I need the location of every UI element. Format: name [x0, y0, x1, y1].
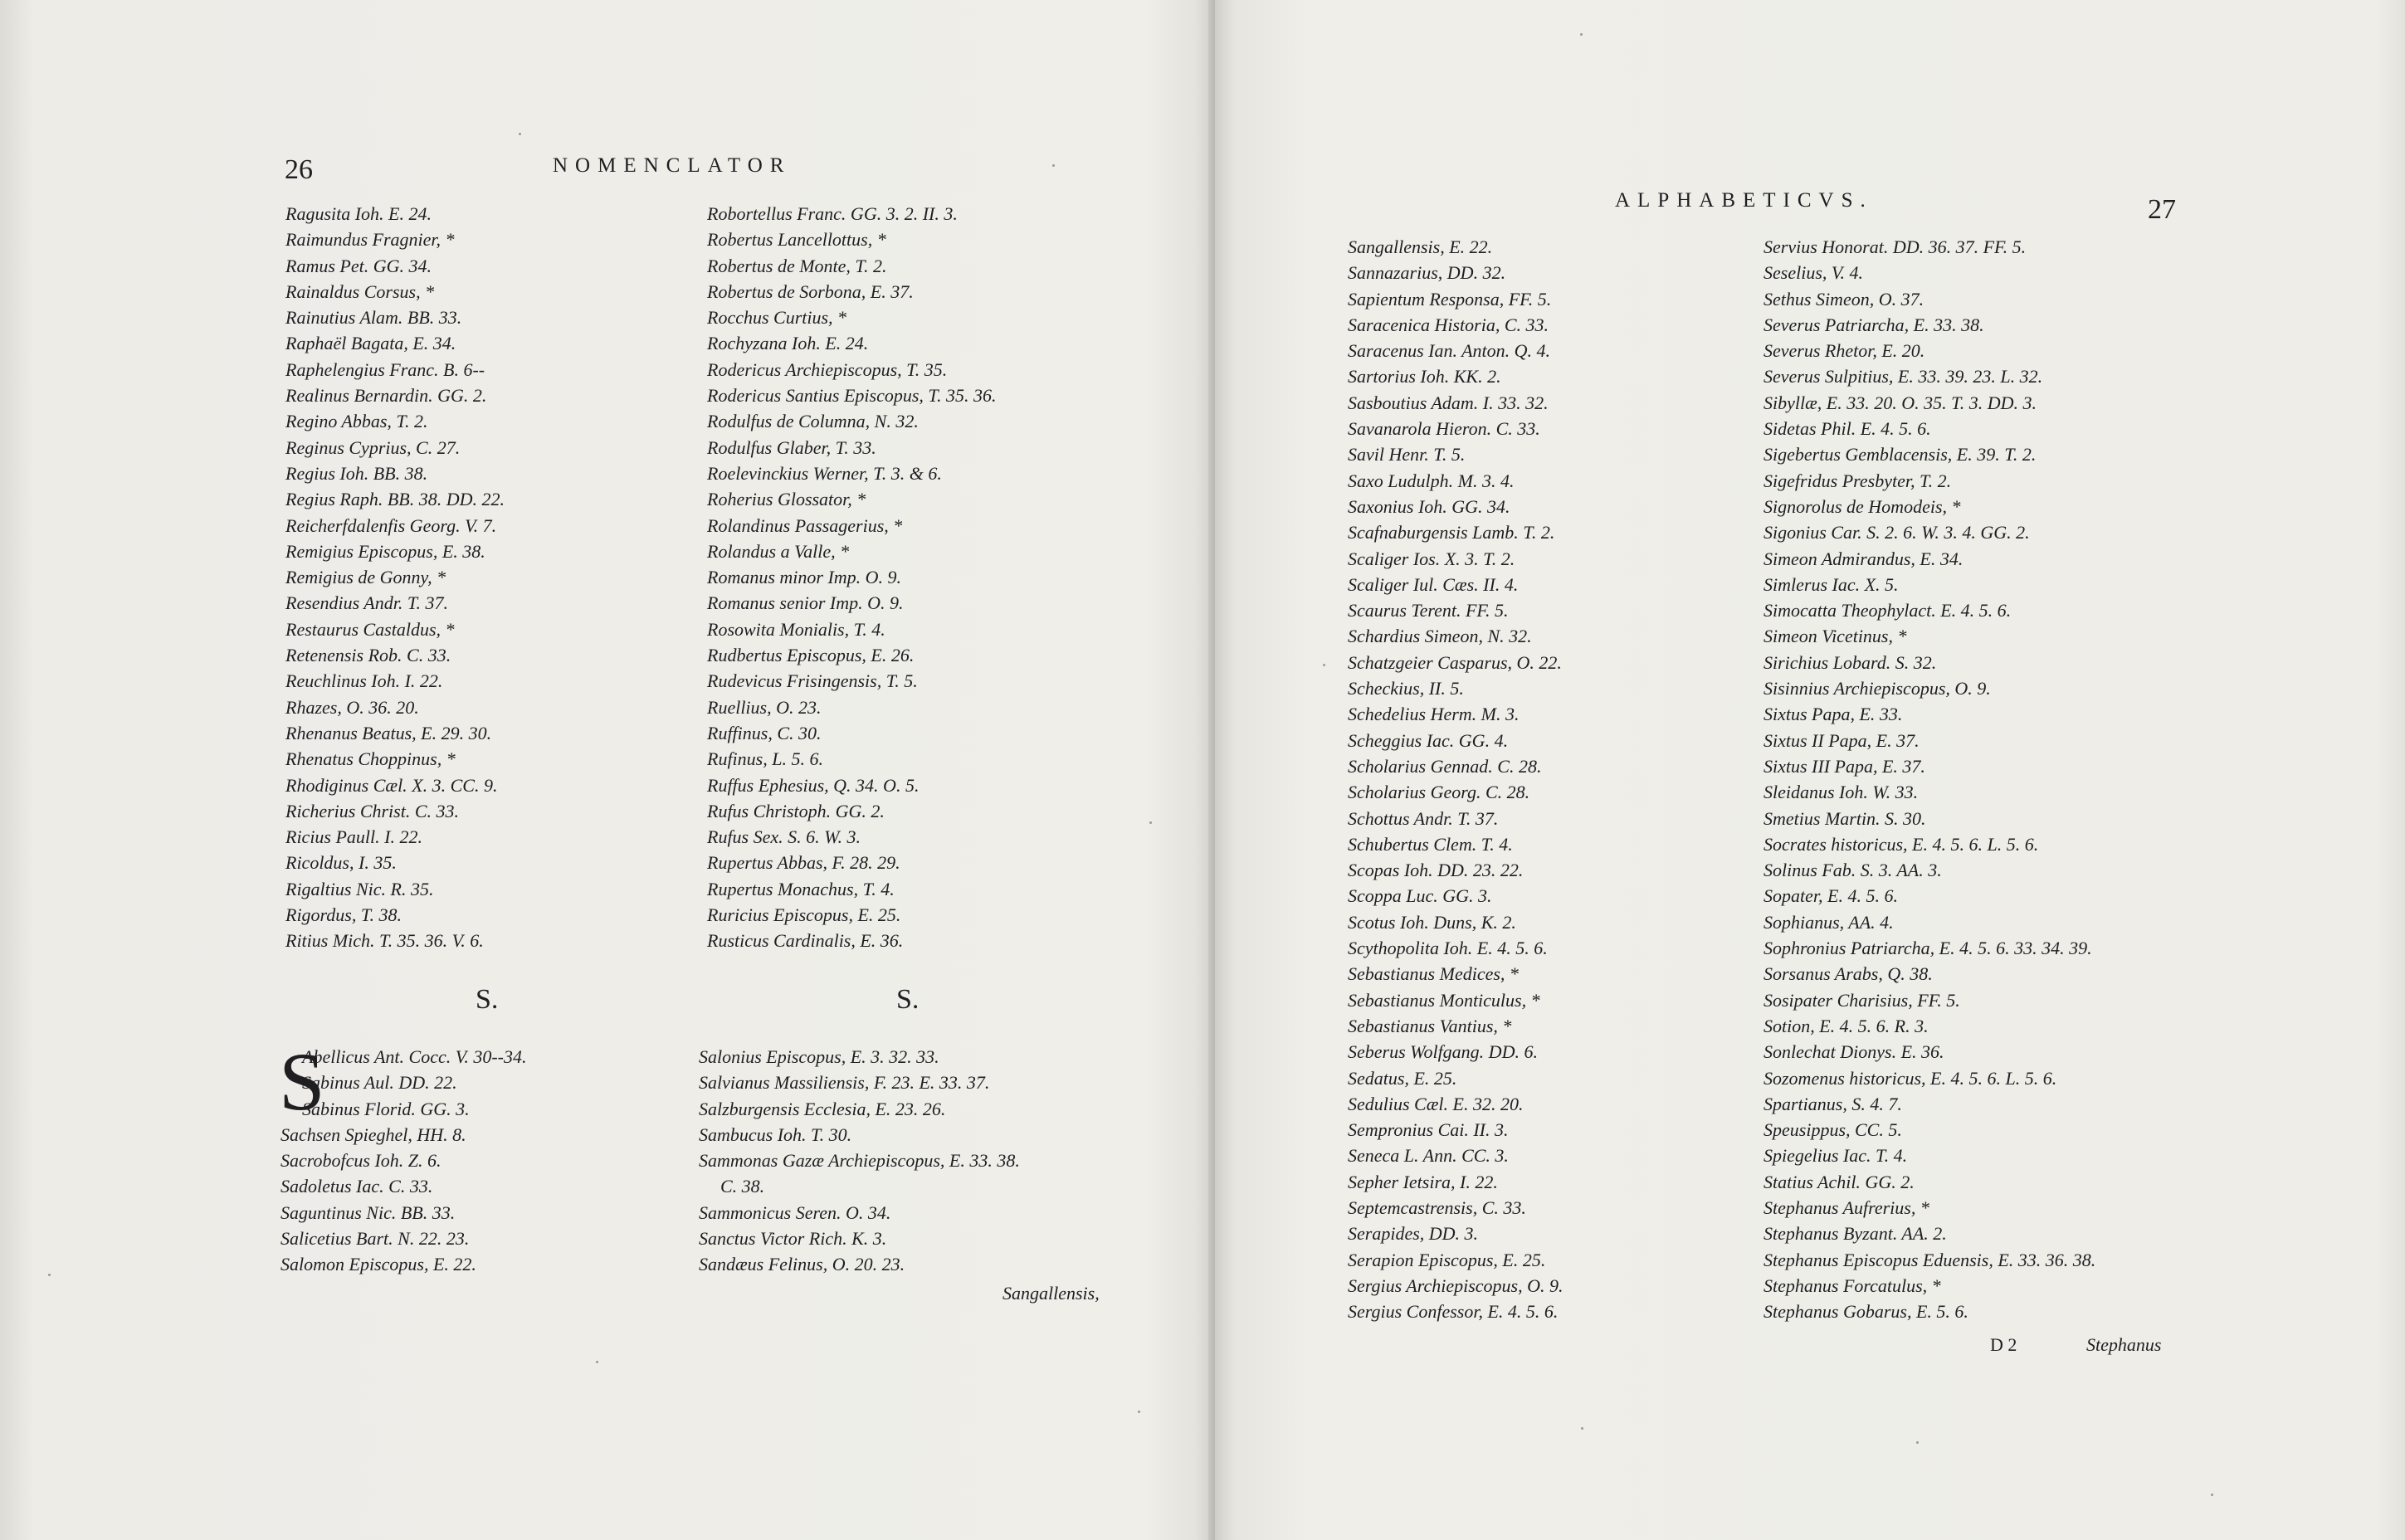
paper-speck: [1323, 664, 1325, 666]
index-entry: Stephanus Gobarus, E. 5. 6.: [1764, 1301, 1968, 1323]
index-entry: Simeon Admirandus, E. 34.: [1764, 548, 1964, 569]
index-entry: Salicetius Bart. N. 22. 23.: [281, 1228, 470, 1250]
index-entry: Sixtus III Papa, E. 37.: [1764, 755, 1925, 777]
right-column-1: [1348, 234, 1563, 1324]
index-entry: Rufinus, L. 5. 6.: [707, 748, 823, 770]
index-entry: Rainaldus Corsus, *: [285, 280, 435, 302]
index-entry: Salvianus Massiliensis, F. 23. E. 33. 37.: [699, 1072, 990, 1094]
index-entry: Sabinus Florid. GG. 3.: [302, 1098, 470, 1119]
index-entry: Scotus Ioh. Duns, K. 2.: [1348, 911, 1516, 933]
index-entry: Saracenus Ian. Anton. Q. 4.: [1348, 340, 1551, 362]
index-entry: Schottus Andr. T. 37.: [1348, 807, 1499, 829]
index-entry: Spiegelius Iac. T. 4.: [1764, 1145, 1908, 1167]
index-entry: Rupertus Monachus, T. 4.: [707, 878, 895, 899]
index-entry: Rhenatus Choppinus, *: [285, 748, 456, 770]
index-entry: Roherius Glossator, *: [707, 489, 866, 510]
index-entry: Sigefridus Presbyter, T. 2.: [1764, 470, 1952, 491]
index-entry: Stephanus Episcopus Eduensis, E. 33. 36. 38.: [1764, 1249, 2096, 1270]
left-catchword: Sangallensis,: [1002, 1283, 1100, 1304]
index-entry: Savil Henr. T. 5.: [1348, 444, 1466, 465]
index-entry: Seselius, V. 4.: [1764, 262, 1863, 284]
index-entry: Rupertus Abbas, F. 28. 29.: [707, 852, 900, 874]
index-entry: Scheggius Iac. GG. 4.: [1348, 729, 1509, 751]
index-entry: Rigaltius Nic. R. 35.: [285, 878, 434, 899]
section-letter-s-right: S.: [896, 984, 920, 1015]
index-entry: Saguntinus Nic. BB. 33.: [281, 1201, 456, 1223]
index-entry: Rigordus, T. 38.: [285, 904, 402, 926]
index-entry: Rolandinus Passagerius, *: [707, 514, 903, 536]
index-entry: Serapides, DD. 3.: [1348, 1223, 1479, 1245]
right-column-2: [1764, 234, 2095, 1324]
index-entry: C. 38.: [720, 1176, 765, 1197]
index-entry: Stephanus Forcatulus, *: [1764, 1274, 1941, 1296]
index-entry: Sannazarius, DD. 32.: [1348, 262, 1506, 284]
index-entry: Servius Honorat. DD. 36. 37. FF. 5.: [1764, 236, 2027, 257]
index-entry: Sangallensis, E. 22.: [1348, 236, 1493, 257]
index-entry: Rodulfus de Columna, N. 32.: [707, 411, 919, 432]
index-entry: Schedelius Herm. M. 3.: [1348, 704, 1520, 725]
index-entry: Salomon Episcopus, E. 22.: [281, 1254, 476, 1275]
index-entry: Sozomenus historicus, E. 4. 5. 6. L. 5. 6.: [1764, 1067, 2057, 1089]
index-entry: Rhazes, O. 36. 20.: [285, 696, 419, 718]
index-entry: Scaliger Ios. X. 3. T. 2.: [1348, 548, 1515, 569]
index-entry: Saxo Ludulph. M. 3. 4.: [1348, 470, 1515, 491]
index-entry: Schardius Simeon, N. 32.: [1348, 626, 1532, 647]
index-entry: Ricoldus, I. 35.: [285, 852, 397, 874]
index-entry: Stephanus Byzant. AA. 2.: [1764, 1223, 1947, 1245]
index-entry: Sisinnius Archiepiscopus, O. 9.: [1764, 678, 1991, 699]
left-column-2-s: [699, 1044, 1020, 1278]
index-entry: Septemcastrensis, C. 33.: [1348, 1196, 1526, 1218]
index-entry: Reuchlinus Ioh. I. 22.: [285, 670, 443, 692]
left-column-2: [707, 201, 997, 954]
index-entry: Sandæus Felinus, O. 20. 23.: [699, 1254, 905, 1275]
index-entry: Sepher Ietsira, I. 22.: [1348, 1171, 1498, 1192]
index-entry: Sebastianus Monticulus, *: [1348, 989, 1540, 1011]
right-catchword: Stephanus: [2086, 1334, 2162, 1355]
index-entry: Sotion, E. 4. 5. 6. R. 3.: [1764, 1015, 1929, 1036]
index-entry: Raphelengius Franc. B. 6--: [285, 358, 485, 380]
index-entry: Regino Abbas, T. 2.: [285, 411, 428, 432]
index-entry: Sixtus II Papa, E. 37.: [1764, 729, 1920, 751]
index-entry: Rodericus Archiepiscopus, T. 35.: [707, 358, 948, 380]
index-entry: Sopater, E. 4. 5. 6.: [1764, 885, 1898, 907]
index-entry: Sophronius Patriarcha, E. 4. 5. 6. 33. 34. 39.: [1764, 938, 2092, 959]
paper-speck: [519, 133, 521, 135]
index-entry: Remigius Episcopus, E. 38.: [285, 540, 485, 562]
index-entry: Robertus de Monte, T. 2.: [707, 255, 887, 276]
index-entry: Scaliger Iul. Cæs. II. 4.: [1348, 573, 1519, 595]
left-folio: 26: [285, 154, 313, 185]
index-entry: Salonius Episcopus, E. 3. 32. 33.: [699, 1046, 939, 1067]
index-entry: Sachsen Spieghel, HH. 8.: [281, 1123, 466, 1145]
right-page: [1215, 0, 2405, 1540]
index-entry: Sethus Simeon, O. 37.: [1764, 288, 1924, 309]
index-entry: Sadoletus Iac. C. 33.: [281, 1176, 433, 1197]
index-entry: Sabinus Aul. DD. 22.: [302, 1072, 457, 1094]
index-entry: Scaurus Terent. FF. 5.: [1348, 600, 1509, 621]
index-entry: Rusticus Cardinalis, E. 36.: [707, 930, 904, 952]
index-entry: Sophianus, AA. 4.: [1764, 911, 1894, 933]
index-entry: Scholarius Gennad. C. 28.: [1348, 755, 1542, 777]
right-folio: 27: [2148, 194, 2176, 225]
index-entry: Rolandus a Valle, *: [707, 540, 850, 562]
index-entry: Romanus senior Imp. O. 9.: [707, 592, 904, 614]
index-entry: Rocchus Curtius, *: [707, 307, 847, 329]
index-entry: Seneca L. Ann. CC. 3.: [1348, 1145, 1509, 1167]
index-entry: Remigius de Gonny, *: [285, 567, 446, 588]
paper-speck: [1580, 33, 1583, 36]
left-column-1-s: [279, 1036, 527, 1278]
index-entry: Scopas Ioh. DD. 23. 22.: [1348, 860, 1524, 881]
section-letter-s-left: S.: [476, 984, 499, 1015]
index-entry: Resendius Andr. T. 37.: [285, 592, 448, 614]
index-entry: Sammonas Gazæ Archiepiscopus, E. 33. 38.: [699, 1150, 1020, 1172]
index-entry: Stephanus Aufrerius, *: [1764, 1196, 1929, 1218]
index-entry: Savanarola Hieron. C. 33.: [1348, 418, 1540, 440]
index-entry: Socrates historicus, E. 4. 5. 6. L. 5. 6.: [1764, 833, 2039, 855]
index-entry: Rochyzana Ioh. E. 24.: [707, 333, 869, 354]
index-entry: Rodericus Santius Episcopus, T. 35. 36.: [707, 385, 997, 407]
paper-speck: [2211, 1494, 2213, 1496]
index-entry: Salzburgensis Ecclesia, E. 23. 26.: [699, 1098, 946, 1119]
index-entry: Schubertus Clem. T. 4.: [1348, 833, 1513, 855]
index-entry: Simocatta Theophylact. E. 4. 5. 6.: [1764, 600, 2012, 621]
index-entry: Sigebertus Gemblacensis, E. 39. T. 2.: [1764, 444, 2037, 465]
paper-speck: [48, 1274, 51, 1276]
index-entry: Sebastianus Medices, *: [1348, 963, 1519, 985]
index-entry: Sambucus Ioh. T. 30.: [699, 1123, 852, 1145]
right-running-head: ALPHABETICVS.: [1615, 189, 1873, 212]
index-entry: Ricius Paull. I. 22.: [285, 826, 422, 848]
index-entry: Statius Achil. GG. 2.: [1764, 1171, 1915, 1192]
index-entry: Sebastianus Vantius, *: [1348, 1015, 1512, 1036]
index-entry: Robertus de Sorbona, E. 37.: [707, 280, 914, 302]
left-column-1: [285, 201, 505, 954]
index-entry: Ruricius Episcopus, E. 25.: [707, 904, 901, 926]
index-entry: Ragusita Ioh. E. 24.: [285, 203, 432, 224]
index-entry: Solinus Fab. S. 3. AA. 3.: [1764, 860, 1942, 881]
index-entry: Romanus minor Imp. O. 9.: [707, 567, 902, 588]
index-entry: Raimundus Fragnier, *: [285, 229, 455, 251]
index-entry: Reginus Cyprius, C. 27.: [285, 436, 461, 458]
index-entry: Sixtus Papa, E. 33.: [1764, 704, 1903, 725]
index-entry: Severus Sulpitius, E. 33. 39. 23. L. 32.: [1764, 366, 2043, 387]
index-entry: Rosowita Monialis, T. 4.: [707, 618, 885, 640]
index-entry: Scholarius Georg. C. 28.: [1348, 782, 1530, 803]
index-entry: Sidetas Phil. E. 4. 5. 6.: [1764, 418, 1931, 440]
index-entry: Rufus Sex. S. 6. W. 3.: [707, 826, 861, 848]
index-entry: Sergius Confessor, E. 4. 5. 6.: [1348, 1301, 1559, 1323]
index-entry: Regius Raph. BB. 38. DD. 22.: [285, 489, 505, 510]
index-entry: Sacrobofcus Ioh. Z. 6.: [281, 1150, 441, 1172]
index-entry: Rhodiginus Cæl. X. 3. CC. 9.: [285, 774, 498, 796]
index-entry: Rudevicus Frisingensis, T. 5.: [707, 670, 918, 692]
index-entry: Schatzgeier Casparus, O. 22.: [1348, 651, 1562, 673]
index-entry: Ruffinus, C. 30.: [707, 722, 822, 743]
index-entry: Simlerus Iac. X. 5.: [1764, 573, 1899, 595]
index-entry: Severus Rhetor, E. 20.: [1764, 340, 1925, 362]
paper-speck: [1916, 1441, 1919, 1444]
index-entry: Ruffus Ephesius, Q. 34. O. 5.: [707, 774, 920, 796]
index-entry: Raphaël Bagata, E. 34.: [285, 333, 456, 354]
index-entry: Sempronius Cai. II. 3.: [1348, 1119, 1509, 1141]
index-entry: Simeon Vicetinus, *: [1764, 626, 1907, 647]
index-entry: Scythopolita Ioh. E. 4. 5. 6.: [1348, 938, 1548, 959]
index-entry: Seberus Wolfgang. DD. 6.: [1348, 1041, 1538, 1063]
index-entry: Serapion Episcopus, E. 25.: [1348, 1249, 1546, 1270]
index-entry: Roelevinckius Werner, T. 3. & 6.: [707, 462, 942, 484]
index-entry: Ruellius, O. 23.: [707, 696, 822, 718]
left-running-head: NOMENCLATOR: [553, 154, 792, 177]
index-entry: Sleidanus Ioh. W. 33.: [1764, 782, 1919, 803]
index-entry: Severus Patriarcha, E. 33. 38.: [1764, 314, 1984, 335]
index-entry: Restaurus Castaldus, *: [285, 618, 455, 640]
index-entry: Scheckius, II. 5.: [1348, 678, 1464, 699]
index-entry: Sartorius Ioh. KK. 2.: [1348, 366, 1501, 387]
index-entry: Retenensis Rob. C. 33.: [285, 645, 451, 666]
index-entry: Sirichius Lobard. S. 32.: [1764, 651, 1937, 673]
index-entry: Speusippus, CC. 5.: [1764, 1119, 1902, 1141]
index-entry: Sammonicus Seren. O. 34.: [699, 1201, 891, 1223]
index-entry: Richerius Christ. C. 33.: [285, 800, 460, 821]
index-entry: Robertus Lancellottus, *: [707, 229, 886, 251]
index-entry: Reicherfdalenfis Georg. V. 7.: [285, 514, 497, 536]
paper-speck: [1581, 1427, 1583, 1430]
index-entry: Sasboutius Adam. I. 33. 32.: [1348, 392, 1549, 413]
paper-speck: [596, 1361, 598, 1363]
index-entry: Saxonius Ioh. GG. 34.: [1348, 495, 1510, 517]
drop-cap-s: S: [279, 1036, 325, 1128]
index-entry: Scoppa Luc. GG. 3.: [1348, 885, 1492, 907]
index-entry: Rhenanus Beatus, E. 29. 30.: [285, 722, 492, 743]
index-entry: Sergius Archiepiscopus, O. 9.: [1348, 1274, 1563, 1296]
paper-speck: [1052, 164, 1055, 167]
index-entry: Signorolus de Homodeis, *: [1764, 495, 1961, 517]
index-entry: Sedatus, E. 25.: [1348, 1067, 1457, 1089]
index-entry: Robortellus Franc. GG. 3. 2. II. 3.: [707, 203, 958, 224]
index-entry: Sosipater Charisius, FF. 5.: [1764, 989, 1960, 1011]
index-entry: Sonlechat Dionys. E. 36.: [1764, 1041, 1944, 1063]
index-entry: Sanctus Victor Rich. K. 3.: [699, 1228, 887, 1250]
index-entry: Saracenica Historia, C. 33.: [1348, 314, 1549, 335]
index-entry: Abellicus Ant. Cocc. V. 30--34.: [302, 1046, 527, 1067]
index-entry: Realinus Bernardin. GG. 2.: [285, 385, 487, 407]
index-entry: Sorsanus Arabs, Q. 38.: [1764, 963, 1933, 985]
signature-mark: D 2: [1990, 1334, 2017, 1355]
index-entry: Sigonius Car. S. 2. 6. W. 3. 4. GG. 2.: [1764, 522, 2030, 543]
index-entry: Spartianus, S. 4. 7.: [1764, 1093, 1902, 1114]
index-entry: Rufus Christoph. GG. 2.: [707, 800, 885, 821]
index-entry: Ramus Pet. GG. 34.: [285, 255, 432, 276]
index-entry: Ritius Mich. T. 35. 36. V. 6.: [285, 930, 484, 952]
paper-speck: [1138, 1411, 1140, 1413]
index-entry: Sapientum Responsa, FF. 5.: [1348, 288, 1552, 309]
index-entry: Sibyllæ, E. 33. 20. O. 35. T. 3. DD. 3.: [1764, 392, 2037, 413]
index-entry: Scafnaburgensis Lamb. T. 2.: [1348, 522, 1555, 543]
index-entry: Rudbertus Episcopus, E. 26.: [707, 645, 915, 666]
paper-speck: [1149, 821, 1152, 824]
index-entry: Rainutius Alam. BB. 33.: [285, 307, 462, 329]
index-entry: Sedulius Cæl. E. 32. 20.: [1348, 1093, 1524, 1114]
index-entry: Rodulfus Glaber, T. 33.: [707, 436, 876, 458]
index-entry: Regius Ioh. BB. 38.: [285, 462, 428, 484]
index-entry: Smetius Martin. S. 30.: [1764, 807, 1926, 829]
